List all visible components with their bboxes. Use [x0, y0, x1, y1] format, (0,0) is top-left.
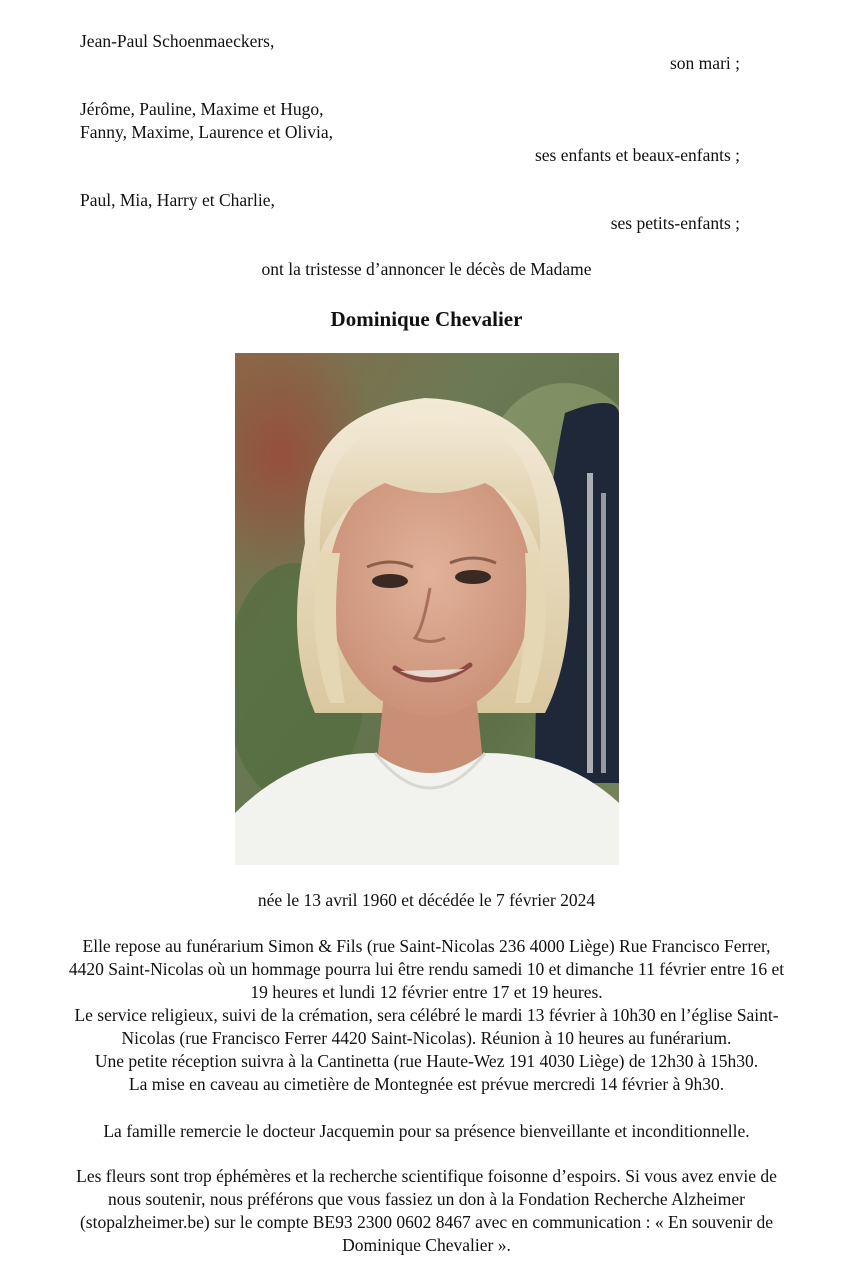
donation-line: (stopalzheimer.be) sur le compte BE93 2300 0602 8467 avec en communication : « En souvenir de	[79, 1212, 774, 1232]
deceased-name: Dominique Chevalier	[330, 307, 523, 331]
birth-death-dates: née le 13 avril 1960 et décédée le 7 février 2024	[257, 890, 596, 910]
arrangements-line: Elle repose au funérarium Simon & Fils (rue Saint-Nicolas 236 4000 Liège) Rue Francisco Ferrer,	[82, 936, 771, 956]
children-role: ses enfants et beaux-enfants ;	[534, 145, 740, 165]
grandchildren-role: ses petits-enfants ;	[610, 213, 740, 233]
arrangements-paragraph	[12, 935, 841, 1096]
thanks-text: La famille remercie le docteur Jacquemin pour sa présence bienveillante et inconditionnelle.	[103, 1121, 750, 1141]
husband-role: son mari ;	[670, 53, 740, 73]
arrangements-line: 4420 Saint-Nicolas où un hommage pourra lui être rendu samedi 10 et dimanche 11 février entre 16 et	[68, 959, 785, 979]
husband-name: Jean-Paul Schoenmaeckers,	[80, 31, 275, 51]
arrangements-line: La mise en caveau au cimetière de Montegnée est prévue mercredi 14 février à 9h30.	[128, 1074, 725, 1094]
announcement-text: ont la tristesse d’annoncer le décès de Madame	[261, 259, 592, 279]
portrait-photo	[235, 353, 619, 865]
donation-line: nous soutenir, nous préférons que vous fassiez un don à la Fondation Recherche Alzheimer	[108, 1189, 745, 1209]
children-names-line-2: Fanny, Maxime, Laurence et Olivia,	[80, 122, 334, 142]
arrangements-line: Nicolas (rue Francisco Ferrer 4420 Saint-Nicolas). Réunion à 10 heures au funérarium.	[121, 1028, 732, 1048]
donation-paragraph	[12, 1165, 841, 1257]
grandchildren-names: Paul, Mia, Harry et Charlie,	[80, 190, 275, 210]
arrangements-line: Le service religieux, suivi de la crémation, sera célébré le mardi 13 février à 10h30 en l’église Saint-	[74, 1005, 779, 1025]
children-names-line-1: Jérôme, Pauline, Maxime et Hugo,	[80, 99, 324, 119]
donation-line: Dominique Chevalier ».	[342, 1235, 511, 1255]
arrangements-line: Une petite réception suivra à la Cantinetta (rue Haute-Wez 191 4030 Liège) de 12h30 à 15h30.	[94, 1051, 759, 1071]
arrangements-line: 19 heures et lundi 12 février entre 17 et 19 heures.	[250, 982, 603, 1002]
donation-line: Les fleurs sont trop éphémères et la recherche scientifique foisonne d’espoirs. Si vous avez envie de	[76, 1166, 777, 1186]
